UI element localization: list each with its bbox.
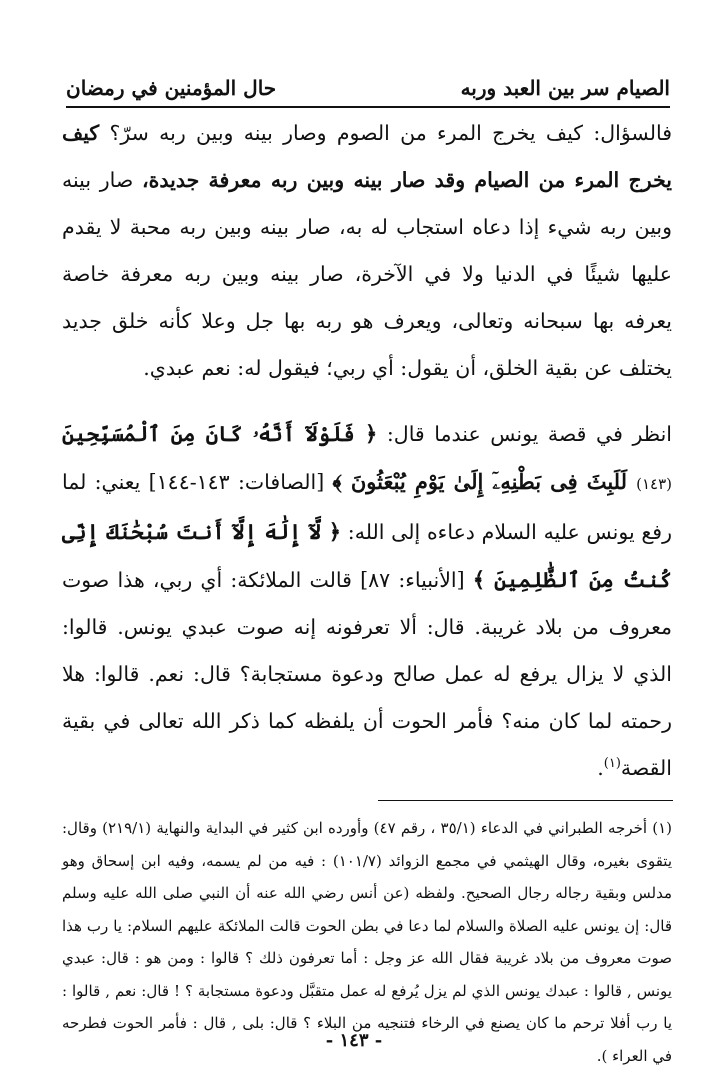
paragraph-1-rest: صار بينه وبين ربه شيء إذا دعاه استجاب له به، صار بينه وبين ربه محبة لا يقدم عليها شيئًا في الدنيا ولا في الآخرة، صار بينه وبين ربه معرفة خاصة يعرفه بها سبحانه وتعالى، ويعرف هو ربه بها جل وعلا كأنه خلق جديد يختلف عن بقية الخلق، أن يقول: أي ربي؛ فيقول له: نعم عبدي. [62, 168, 672, 380]
footnote-1: (١) أخرجه الطبراني في الدعاء (٣٥/١ ، رقم ٤٧) وأورده ابن كثير في البداية والنهاية (٢١٩/١) وقال: يتقوى بغيره، وقال الهيثمي في مجمع الزوائد (١٠١/٧) : فيه من لم يسمه، وفيه ابن إسحاق وهو مدلس وبقية رجاله رجال الصحيح. ولفظه (عن أنس رضي الله عنه أن النبي صلى الله عليه وسلم قال: إن يونس عليه الصلاة والسلام لما دعا في بطن الحوت قالت الملائكة عليهم السلام: يا رب هذا صوت معروف من بلاد غريبة فقال الله عز وجل : أما تعرفون ذلك ؟ قالوا : ومن هو : قال: عبدي يونس , قالوا : عبدك يونس الذي لم يزل يُرفع له عمل متقبَّل ودعوة مستجابة ؟ ! قال: نعم , قالوا : يا رب أفلا ترحم ما كان يصنع في الرخاء فتنجيه من البلاء ؟ قال: بلى , قال : فأمر الحوت فطرحه في العراء ). [62, 819, 673, 1065]
running-header [66, 72, 670, 108]
paragraph-2-middle: [الصافات: ١٤٣-١٤٤] يعني: لما رفع يونس عليه السلام دعاءه إلى الله: [62, 470, 673, 544]
main-text [62, 110, 672, 792]
quran-verse-1: ﴿ فَلَوْلَآ أَنَّهُۥ كَانَ مِنَ ٱلْمُسَبِّحِينَ [62, 421, 378, 446]
page-number: - ١٤٣ - [325, 1030, 383, 1051]
paragraph-2-start: انظر في قصة يونس عندما قال: [377, 422, 672, 446]
book-title: الصيام سر بين العبد وربه [460, 76, 670, 100]
ayah-number-mark: (١٤٣) [636, 475, 672, 493]
footnote-reference[interactable]: (١) [603, 756, 621, 772]
quran-verse-2: ﴿ لَّآ إِلَٰهَ إِلَّآ أَنتَ سُبْحَٰنَكَ إِنِّى كُنتُ مِنَ ٱلظَّٰلِمِينَ ﴾ [62, 519, 672, 592]
paragraph-2 [62, 410, 672, 792]
paragraph-1 [62, 110, 672, 392]
paragraph-1-start: فالسؤال: كيف يخرج المرء من الصوم وصار بينه وبين ربه سرّ؟ [99, 121, 672, 145]
paragraph-1-emphasis: كيف يخرج المرء من الصيام وقد صار بينه وبين ربه معرفة جديدة، [62, 121, 673, 192]
chapter-title: حال المؤمنين في رمضان [66, 76, 277, 100]
paragraph-2-end: . [597, 756, 604, 780]
footnote-divider [378, 800, 673, 801]
quran-verse-1-continued: لَلَبِثَ فِى بَطْنِهِۦٓ إِلَىٰ يَوْمِ يُبْعَثُونَ ﴾ [332, 469, 637, 494]
paragraph-2-rest: [الأنبياء: ٨٧] قالت الملائكة: أي ربي، هذا صوت معروف من بلاد غريبة. قال: ألا تعرفونه إنه صوت عبدي يونس. قالوا: الذي لا يزال يرفع له عمل صالح ودعوة مستجابة؟ قال: نعم. قالوا: هلا رحمته لما كان منه؟ فأمر الحوت أن يلفظه كما ذكر الله تعالى في بقية القصة [62, 568, 672, 780]
